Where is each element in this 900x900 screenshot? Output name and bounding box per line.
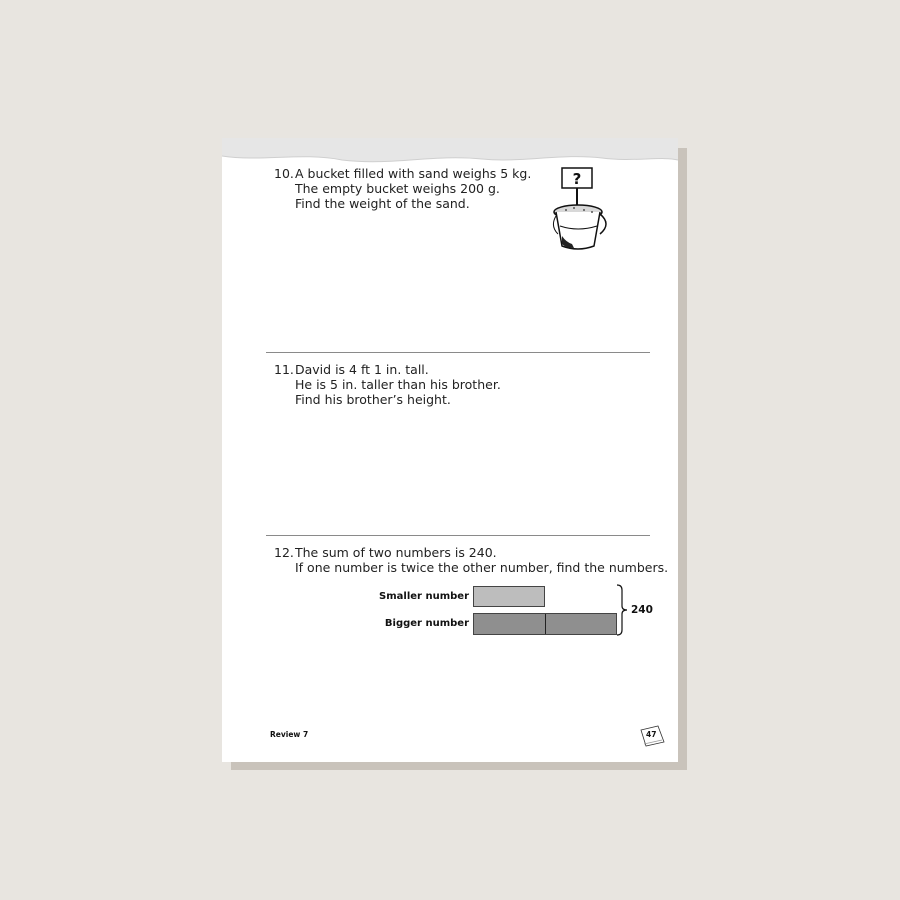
page-top-edge xyxy=(222,138,678,168)
section-footer-label: Review 7 xyxy=(270,730,309,739)
problem-11 xyxy=(274,362,501,407)
page-number-badge xyxy=(638,724,666,748)
problem-text-line: He is 5 in. taller than his brother. xyxy=(295,377,501,392)
bucket-sign-text: ? xyxy=(572,170,582,188)
problem-number: 10. xyxy=(274,166,294,181)
problem-number: 12. xyxy=(274,545,294,560)
problem-text-line: The sum of two numbers is 240. xyxy=(295,545,497,560)
worksheet-page xyxy=(222,138,678,762)
problem-text-line: If one number is twice the other number, find the numbers. xyxy=(295,560,669,575)
section-divider xyxy=(266,352,650,353)
problem-10 xyxy=(274,166,531,211)
total-brace xyxy=(616,584,630,636)
problem-text-line: David is 4 ft 1 in. tall. xyxy=(295,362,429,377)
section-divider xyxy=(266,535,650,536)
problem-text-line: Find the weight of the sand. xyxy=(295,196,470,211)
smaller-number-bar xyxy=(473,586,545,607)
bigger-number-label: Bigger number xyxy=(384,618,469,629)
problem-text-line: Find his brother’s height. xyxy=(295,392,451,407)
smaller-number-label: Smaller number xyxy=(379,591,469,602)
bigger-number-bar xyxy=(473,613,617,635)
page-number: 47 xyxy=(646,730,657,739)
problem-number: 11. xyxy=(274,362,294,377)
bar-unit-divider xyxy=(545,614,546,634)
total-label: 240 xyxy=(631,604,653,616)
sand-bucket-illustration xyxy=(552,166,612,254)
problem-12 xyxy=(274,545,668,575)
problem-text-line: A bucket filled with sand weighs 5 kg. xyxy=(295,166,532,181)
problem-text-line: The empty bucket weighs 200 g. xyxy=(295,181,500,196)
